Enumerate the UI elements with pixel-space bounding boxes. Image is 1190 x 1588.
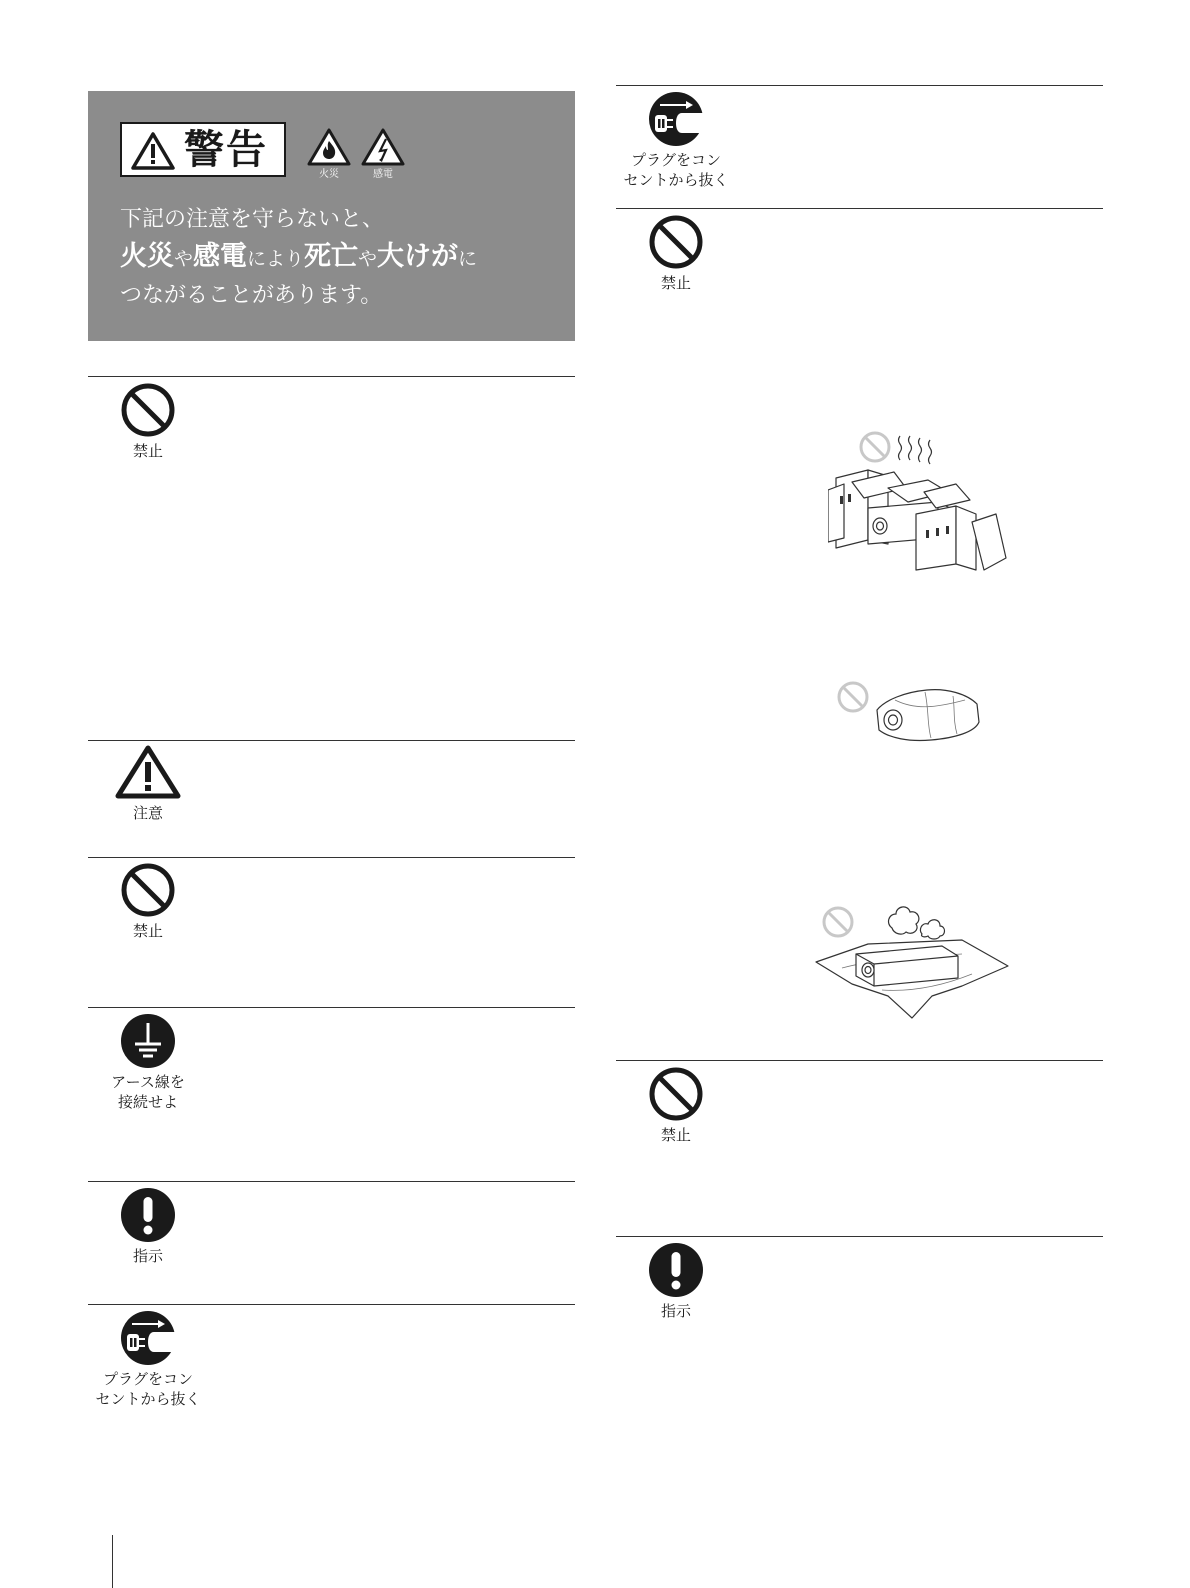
prohibition-label: 禁止 (660, 1126, 691, 1144)
projector-on-soft-surface-smoke-illustration (812, 900, 1012, 1030)
section-divider (616, 1060, 1103, 1061)
warning-banner (88, 91, 575, 341)
prohibition-icon (648, 214, 704, 270)
prohibition-icon (839, 683, 867, 711)
section-divider (616, 85, 1103, 86)
heat-waves-icon (899, 436, 932, 464)
instruction-label: 指示 (132, 1247, 163, 1265)
left-section-2-symbol (88, 744, 208, 823)
hazard-fire-label: 火災 (319, 169, 339, 180)
hazard-fire (304, 127, 354, 180)
text-shock: 感電 (193, 241, 248, 272)
caution-label: 注意 (132, 804, 163, 822)
right-section-4-symbol (616, 1242, 736, 1321)
section-divider (88, 1007, 575, 1008)
warning-text-line2 (120, 239, 477, 278)
unplug-icon (120, 1310, 176, 1366)
electric-shock-warning-icon (360, 127, 406, 167)
warning-title-box (120, 122, 286, 177)
text-niyori: により (247, 248, 305, 270)
section-divider (88, 740, 575, 741)
section-divider (88, 1181, 575, 1182)
unplug-label-line2: セントから抜く (95, 1390, 201, 1408)
unplug-icon (648, 91, 704, 147)
warning-title: 警告 (184, 127, 268, 173)
prohibition-label: 禁止 (132, 442, 163, 460)
warning-triangle-icon (130, 131, 176, 171)
warning-text-line3: つながることがあります。 (120, 283, 383, 308)
prohibition-label: 禁止 (132, 922, 163, 940)
section-divider (616, 1236, 1103, 1237)
projector-blocked-by-boxes-illustration (828, 430, 1008, 580)
section-divider (88, 857, 575, 858)
instruction-exclamation-icon (648, 1242, 704, 1298)
projector-covered-by-cloth-illustration (835, 680, 995, 760)
text-death: 死亡 (304, 241, 359, 272)
smoke-icon (889, 907, 945, 939)
prohibition-label: 禁止 (660, 274, 691, 292)
section-divider (616, 208, 1103, 209)
text-ya-2: や (358, 248, 378, 270)
prohibition-icon (120, 862, 176, 918)
instruction-label: 指示 (660, 1302, 691, 1320)
section-divider (88, 376, 575, 377)
hazard-shock (358, 127, 408, 180)
instruction-exclamation-icon (120, 1187, 176, 1243)
unplug-label-line1: プラグをコン (102, 1370, 193, 1388)
right-section-1-symbol (616, 91, 736, 190)
left-section-6-symbol (88, 1310, 208, 1409)
prohibition-icon (824, 908, 852, 936)
left-section-5-symbol (88, 1187, 208, 1266)
unplug-label-line1: プラグをコン (630, 151, 721, 169)
right-section-2-symbol (616, 214, 736, 293)
left-section-3-symbol (88, 862, 208, 941)
left-section-4-symbol (88, 1013, 208, 1112)
left-section-1-symbol (88, 382, 208, 461)
unplug-label-line2: セントから抜く (623, 171, 729, 189)
fire-warning-icon (306, 127, 352, 167)
text-injury: 大けが (377, 241, 459, 272)
caution-triangle-icon (114, 744, 182, 800)
text-fire: 火災 (120, 241, 174, 272)
text-ni: に (458, 248, 478, 270)
text-ya: や (174, 248, 194, 270)
page-margin-bar (112, 1535, 113, 1588)
warning-text-line1: 下記の注意を守らないと、 (120, 207, 385, 232)
right-section-3-symbol (616, 1066, 736, 1145)
prohibition-icon (120, 382, 176, 438)
prohibition-icon (648, 1066, 704, 1122)
ground-label-line1: アース線を (111, 1073, 185, 1091)
ground-label-line2: 接続せよ (117, 1093, 178, 1111)
prohibition-icon (861, 433, 889, 461)
section-divider (88, 1304, 575, 1305)
hazard-shock-label: 感電 (373, 169, 393, 180)
ground-icon (120, 1013, 176, 1069)
